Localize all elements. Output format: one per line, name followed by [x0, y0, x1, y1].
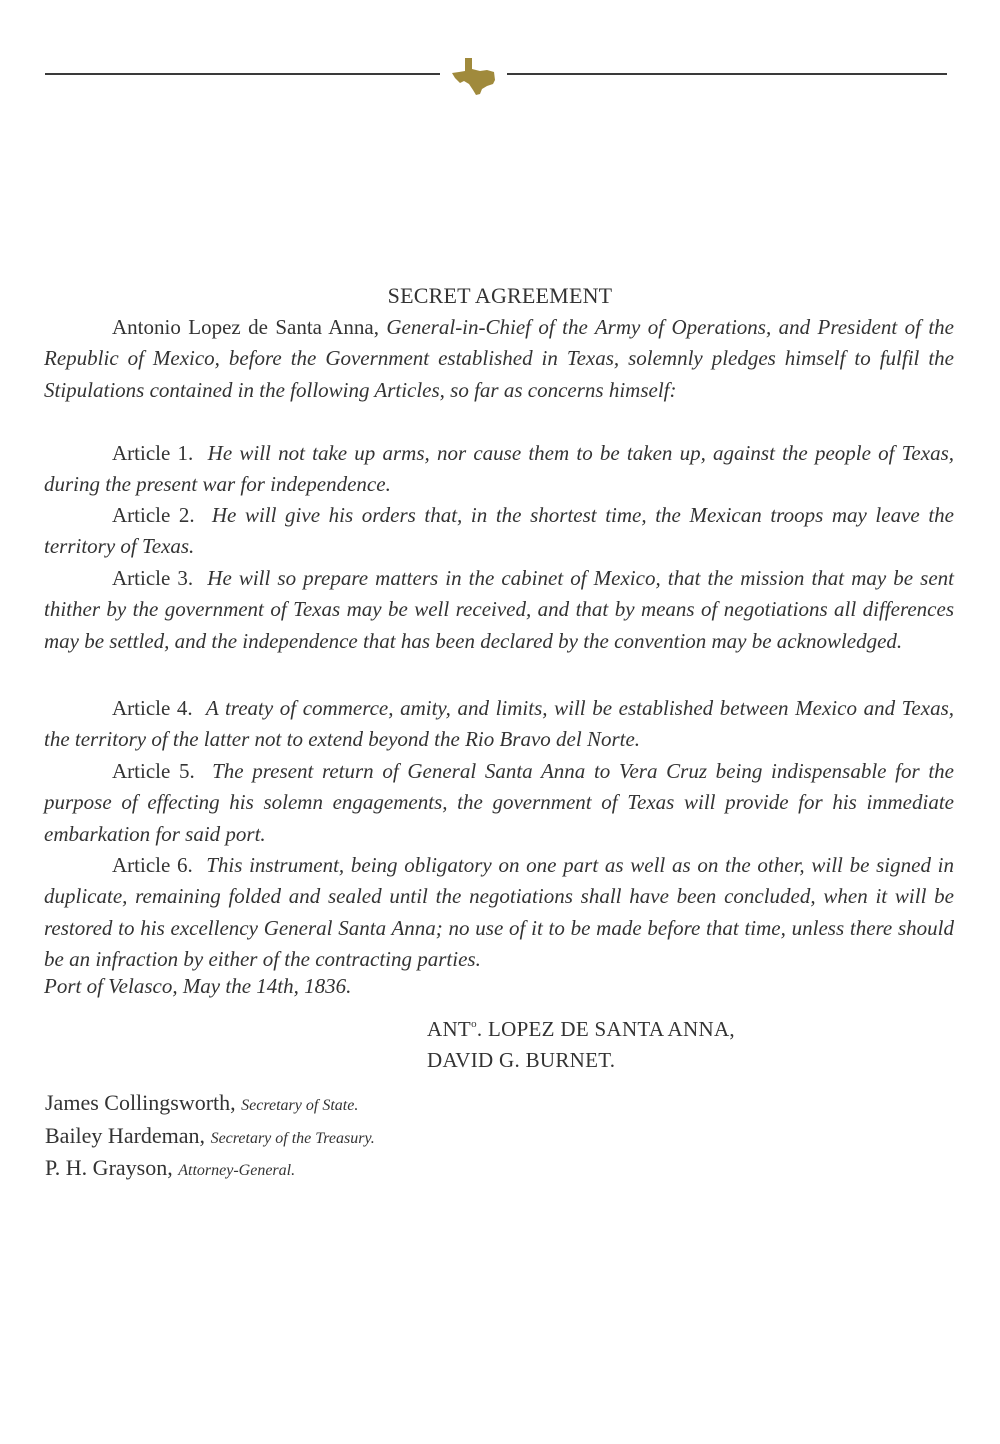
article-label: Article 3. [112, 566, 194, 590]
signer-superscript: o [471, 1018, 477, 1030]
article-1 [44, 438, 954, 501]
article-5 [44, 756, 954, 850]
article-label: Article 5. [112, 759, 195, 783]
article-label: Article 4. [112, 696, 193, 720]
article-label: Article 2. [112, 503, 195, 527]
signer-rest: . LOPEZ DE SANTA ANNA, [476, 1017, 735, 1041]
witness-name: Bailey Hardeman, [45, 1123, 206, 1148]
article-6 [44, 850, 954, 975]
texas-map-icon [449, 56, 499, 96]
article-4 [44, 693, 954, 756]
signer-prefix: ANT [427, 1017, 472, 1041]
article-label: Article 6. [112, 853, 193, 877]
article-3 [44, 563, 954, 657]
article-text: The present return of General Santa Anna to Vera Cruz being indispensable for the purpose of effecting his solemn engagements, the government of Texas will provide for his immediate embarkation for said port. [44, 759, 954, 846]
article-text: This instrument, being obligatory on one part as well as on the other, will be signed in duplicate, remaining folded and sealed until the negotiations shall have been concluded, when it will be restored to his excellency General Santa Anna; no use of it to be made before that time, unless there should be an infraction by either of the contracting parties. [44, 853, 954, 971]
article-text: He will not take up arms, nor cause them to be taken up, against the people of Texas, during the present war for independence. [44, 441, 954, 497]
article-2 [44, 500, 954, 563]
document-title: SECRET AGREEMENT [387, 283, 613, 308]
article-text: A treaty of commerce, amity, and limits, will be established between Mexico and Texas, the territory of the latter not to extend beyond the Rio Bravo del Norte. [44, 696, 954, 752]
witness-name: P. H. Grayson, [45, 1155, 173, 1180]
witness-title: Secretary of State. [241, 1097, 359, 1114]
article-text: He will give his orders that, in the shortest time, the Mexican troops may leave the territory of Texas. [44, 503, 954, 559]
witness-collingsworth [45, 1090, 358, 1116]
witness-title: Attorney-General. [178, 1162, 296, 1179]
preamble-name: Antonio Lopez de Santa Anna, [112, 315, 379, 339]
witness-title: Secretary of the Treasury. [210, 1130, 375, 1147]
signature-santa-anna [427, 1017, 735, 1042]
article-label: Article 1. [112, 441, 194, 465]
signature-burnet: DAVID G. BURNET. [427, 1048, 616, 1072]
article-text: He will so prepare matters in the cabinet of Mexico, that the mission that may be sent thither by the government of Texas may be well received, and that by means of negotiations all differences may be settled, and the independence that has been declared by the convention may be acknowledged. [44, 566, 954, 653]
preamble-text: General-in-Chief of the Army of Operations, and President of the Republic of Mexico, before the Government established in Texas, solemnly pledges himself to fulfil the Stipulations contained in the following Articles, so far as concerns himself: [44, 315, 954, 402]
preamble [44, 312, 954, 406]
header-rule-right [507, 73, 947, 75]
dateline: Port of Velasco, May the 14th, 1836. [44, 974, 352, 998]
header-rule-left [45, 73, 440, 75]
witness-grayson [45, 1155, 295, 1181]
witness-name: James Collingsworth, [45, 1090, 236, 1115]
witness-hardeman [45, 1123, 375, 1149]
